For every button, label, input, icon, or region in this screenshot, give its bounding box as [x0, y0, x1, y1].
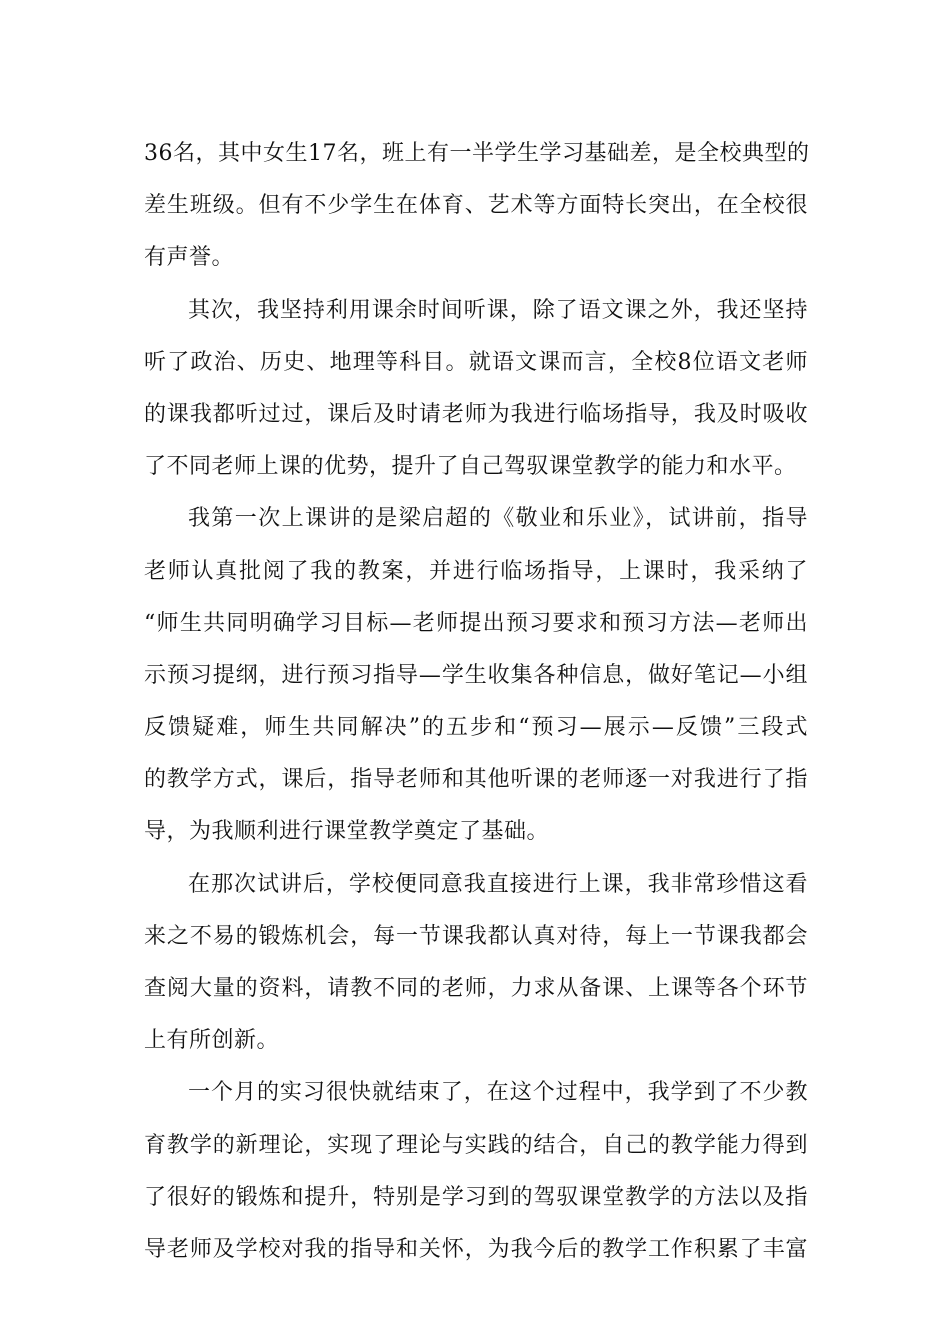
paragraph-line: 导，为我顺利进行课堂教学奠定了基础。	[144, 819, 550, 845]
paragraph-line: 反馈疑难，师生共同解决”的五步和“预习—展示—反馈”三段式	[144, 715, 808, 741]
paragraph-1	[144, 128, 808, 285]
paragraph-line: 的教学方式，课后，指导老师和其他听课的老师逐一对我进行了指	[144, 767, 808, 793]
paragraph-line: 我第一次上课讲的是梁启超的《敬业和乐业》，试讲前，指导	[188, 506, 808, 532]
paragraph-line: 其次，我坚持利用课余时间听课，除了语文课之外，我还坚持	[188, 297, 808, 323]
paragraph-2	[144, 285, 808, 494]
paragraph-4	[144, 859, 808, 1068]
paragraph-line: 有声誉。	[144, 245, 235, 271]
paragraph-line: 示预习提纲，进行预习指导—学生收集各种信息，做好笔记—小组	[144, 662, 808, 688]
paragraph-3	[144, 493, 808, 858]
paragraph-line: 差生班级。但有不少学生在体育、艺术等方面特长突出，在全校很	[144, 193, 808, 219]
paragraph-line: “师生共同明确学习目标—老师提出预习要求和预习方法—老师出	[144, 610, 808, 636]
document-body	[144, 128, 808, 1276]
paragraph-line: 了不同老师上课的优势，提升了自己驾驭课堂教学的能力和水平。	[144, 454, 797, 480]
paragraph-line: 来之不易的锻炼机会，每一节课我都认真对待，每上一节课我都会	[144, 923, 808, 949]
paragraph-line: 一个月的实习很快就结束了，在这个过程中，我学到了不少教	[188, 1080, 808, 1106]
paragraph-line: 在那次试讲后，学校便同意我直接进行上课，我非常珍惜这看	[188, 871, 808, 897]
paragraph-line: 听了政治、历史、地理等科目。就语文课而言，全校8位语文老师	[144, 349, 808, 375]
paragraph-line: 上有所创新。	[144, 1028, 280, 1054]
paragraph-line: 育教学的新理论，实现了理论与实践的结合，自己的教学能力得到	[144, 1132, 808, 1158]
paragraph-line: 查阅大量的资料，请教不同的老师，力求从备课、上课等各个环节	[144, 976, 808, 1001]
paragraph-line: 了很好的锻炼和提升，特别是学习到的驾驭课堂教学的方法以及指	[144, 1184, 808, 1210]
paragraph-line: 老师认真批阅了我的教案，并进行临场指导，上课时，我采纳了	[144, 558, 808, 584]
paragraph-line: 的课我都听过过，课后及时请老师为我进行临场指导，我及时吸收	[144, 401, 808, 427]
paragraph-5	[144, 1067, 808, 1276]
paragraph-line: 36名，其中女生17名，班上有一半学生学习基础差，是全校典型的	[144, 141, 810, 166]
paragraph-line: 导老师及学校对我的指导和关怀，为我今后的教学工作积累了丰富	[144, 1236, 808, 1262]
